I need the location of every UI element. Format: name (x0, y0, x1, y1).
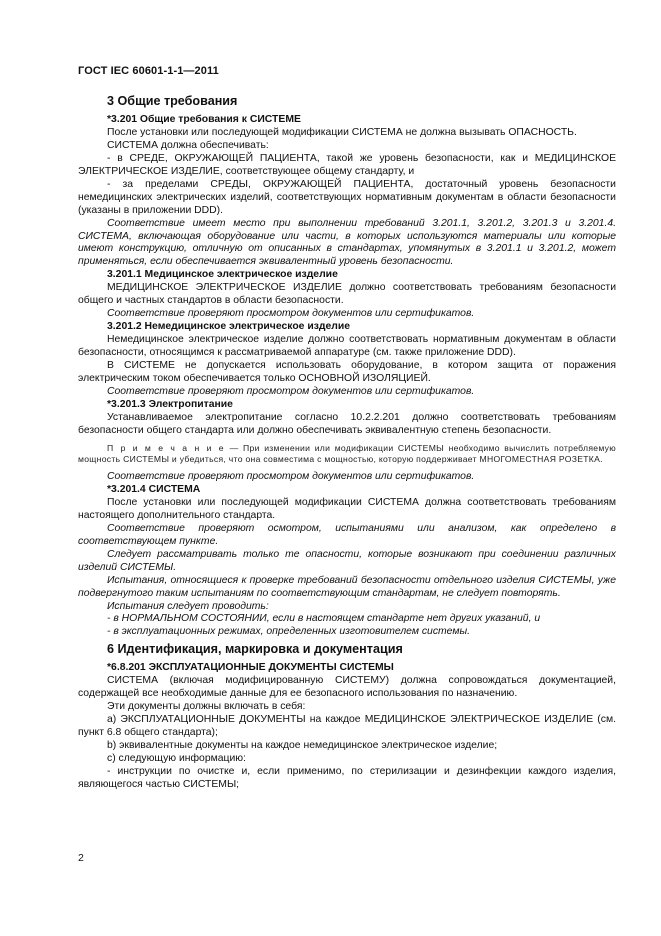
compliance-paragraph: Соответствие проверяют просмотром документов или сертификатов. (107, 308, 475, 320)
list-item: - инструкции по очистке и, если применимо, по стерилизации и дезинфекции каждого изделия, являющегося частью СИСТЕМЫ; (78, 765, 616, 790)
note-label: П р и м е ч а н и е (107, 442, 226, 453)
page-number: 2 (78, 852, 84, 864)
document-header: ГОСТ IEC 60601-1-1—2011 (78, 65, 219, 77)
paragraph: Устанавливаемое электропитание согласно 10.2.2.201 должно соответствовать требованиям безопасности общего стандарта или должно обеспечивать эквивалентную степень безопасности. (78, 411, 616, 436)
list-item: - в эксплуатационных режимах, определенных изготовителем системы. (107, 626, 471, 638)
paragraph: СИСТЕМА должна обеспечивать: (107, 139, 269, 151)
paragraph: - за пределами СРЕДЫ, ОКРУЖАЮЩЕЙ ПАЦИЕНТА, достаточный уровень безопасности немедицинских электрических изделий, соответствующих нормативным документам в области безопасности (указаны в приложении DDD). (78, 178, 616, 216)
clause-3-201-2-heading: 3.201.2 Немедицинское электрическое изделие (107, 321, 351, 333)
note-text: — При изменении или модификации СИСТЕМЫ необходимо вычислить потребляемую мощность СИСТЕМЫ и убедиться, что она совместима с мощностью, которую поддерживает МНОГОМЕСТНАЯ РОЗЕТКА. (78, 442, 617, 465)
paragraph: Следует рассматривать только те опасности, которые возникают при соединении различных изделий СИСТЕМЫ. (78, 548, 616, 573)
page-content (78, 95, 616, 792)
list-item: c) следующую информацию: (107, 752, 246, 764)
clause-6-8-201-heading: *6.8.201 ЭКСПЛУАТАЦИОННЫЕ ДОКУМЕНТЫ СИСТЕМЫ (107, 662, 394, 674)
list-item: a) ЭКСПЛУАТАЦИОННЫЕ ДОКУМЕНТЫ на каждое МЕДИЦИНСКОЕ ЭЛЕКТРИЧЕСКОЕ ИЗДЕЛИЕ (см. пункт 6.8 общего стандарта); (78, 714, 616, 739)
compliance-paragraph: Соответствие имеет место при выполнении требований 3.201.1, 3.201.2, 3.201.3 и 3.201.4. СИСТЕМА, включающая оборудование или части, в которых используются материалы или которые имеют конструкцию, отличную от описанных в стандартах, упомянутых в 3.201.1 и 3.201.2, может применяться, если обеспечивается эквивалентный уровень безопасности. (78, 217, 616, 268)
note (78, 443, 616, 466)
paragraph: МЕДИЦИНСКОЕ ЭЛЕКТРИЧЕСКОЕ ИЗДЕЛИЕ должно соответствовать требованиям безопасности общего и частных стандартов в области безопасности. (78, 282, 616, 307)
paragraph: После установки или последующей модификации СИСТЕМА не должна вызывать ОПАСНОСТЬ. (107, 126, 577, 138)
paragraph: В СИСТЕМЕ не допускается использовать оборудование, в котором защита от поражения электрическим током обеспечивается только ОСНОВНОЙ ИЗОЛЯЦИЕЙ. (78, 360, 616, 385)
compliance-paragraph: Соответствие проверяют просмотром документов или сертификатов. (107, 385, 475, 397)
paragraph: Испытания следует проводить: (107, 600, 269, 612)
compliance-paragraph: Соответствие проверяют просмотром документов или сертификатов. (107, 470, 475, 482)
list-item: - в НОРМАЛЬНОМ СОСТОЯНИИ, если в настоящем стандарте нет других указаний, и (107, 613, 541, 625)
section-3-title: 3 Общие требования (107, 94, 238, 108)
paragraph: После установки или последующей модификации СИСТЕМА должна соответствовать требованиям настоящего дополнительного стандарта. (78, 496, 616, 521)
paragraph: Испытания, относящиеся к проверке требований безопасности отдельного изделия СИСТЕМЫ, уже подвергнутого таким испытаниям по соответствующим стандартам, не следует повторять. (78, 574, 616, 599)
list-item: b) эквивалентные документы на каждое немедицинское электрическое изделие; (107, 740, 498, 752)
paragraph: СИСТЕМА (включая модифицированную СИСТЕМУ) должна сопровождаться документацией, содержащей все необходимые данные для ее безопасного использования по назначению. (78, 675, 616, 700)
paragraph: - в СРЕДЕ, ОКРУЖАЮЩЕЙ ПАЦИЕНТА, такой же уровень безопасности, как и МЕДИЦИНСКОЕ ЭЛЕКТРИЧЕСКОЕ ИЗДЕЛИЕ, соответствующее общему стандарту, и (78, 152, 616, 177)
paragraph: Немедицинское электрическое изделие должно соответствовать нормативным документам в области безопасности, относящимся к рассматриваемой аппаратуре (см. также приложение DDD). (78, 334, 616, 359)
clause-3-201-3-heading: *3.201.3 Электропитание (107, 398, 233, 410)
clause-3-201-heading: *3.201 Общие требования к СИСТЕМЕ (107, 113, 301, 125)
compliance-paragraph: Соответствие проверяют осмотром, испытаниями или анализом, как определено в соответствующем пункте. (78, 522, 616, 547)
section-6-title: 6 Идентификация, маркировка и документация (107, 642, 403, 657)
paragraph: Эти документы должны включать в себя: (107, 701, 306, 713)
clause-3-201-1-heading: 3.201.1 Медицинское электрическое изделие (107, 269, 338, 281)
clause-3-201-4-heading: *3.201.4 СИСТЕМА (107, 483, 201, 495)
